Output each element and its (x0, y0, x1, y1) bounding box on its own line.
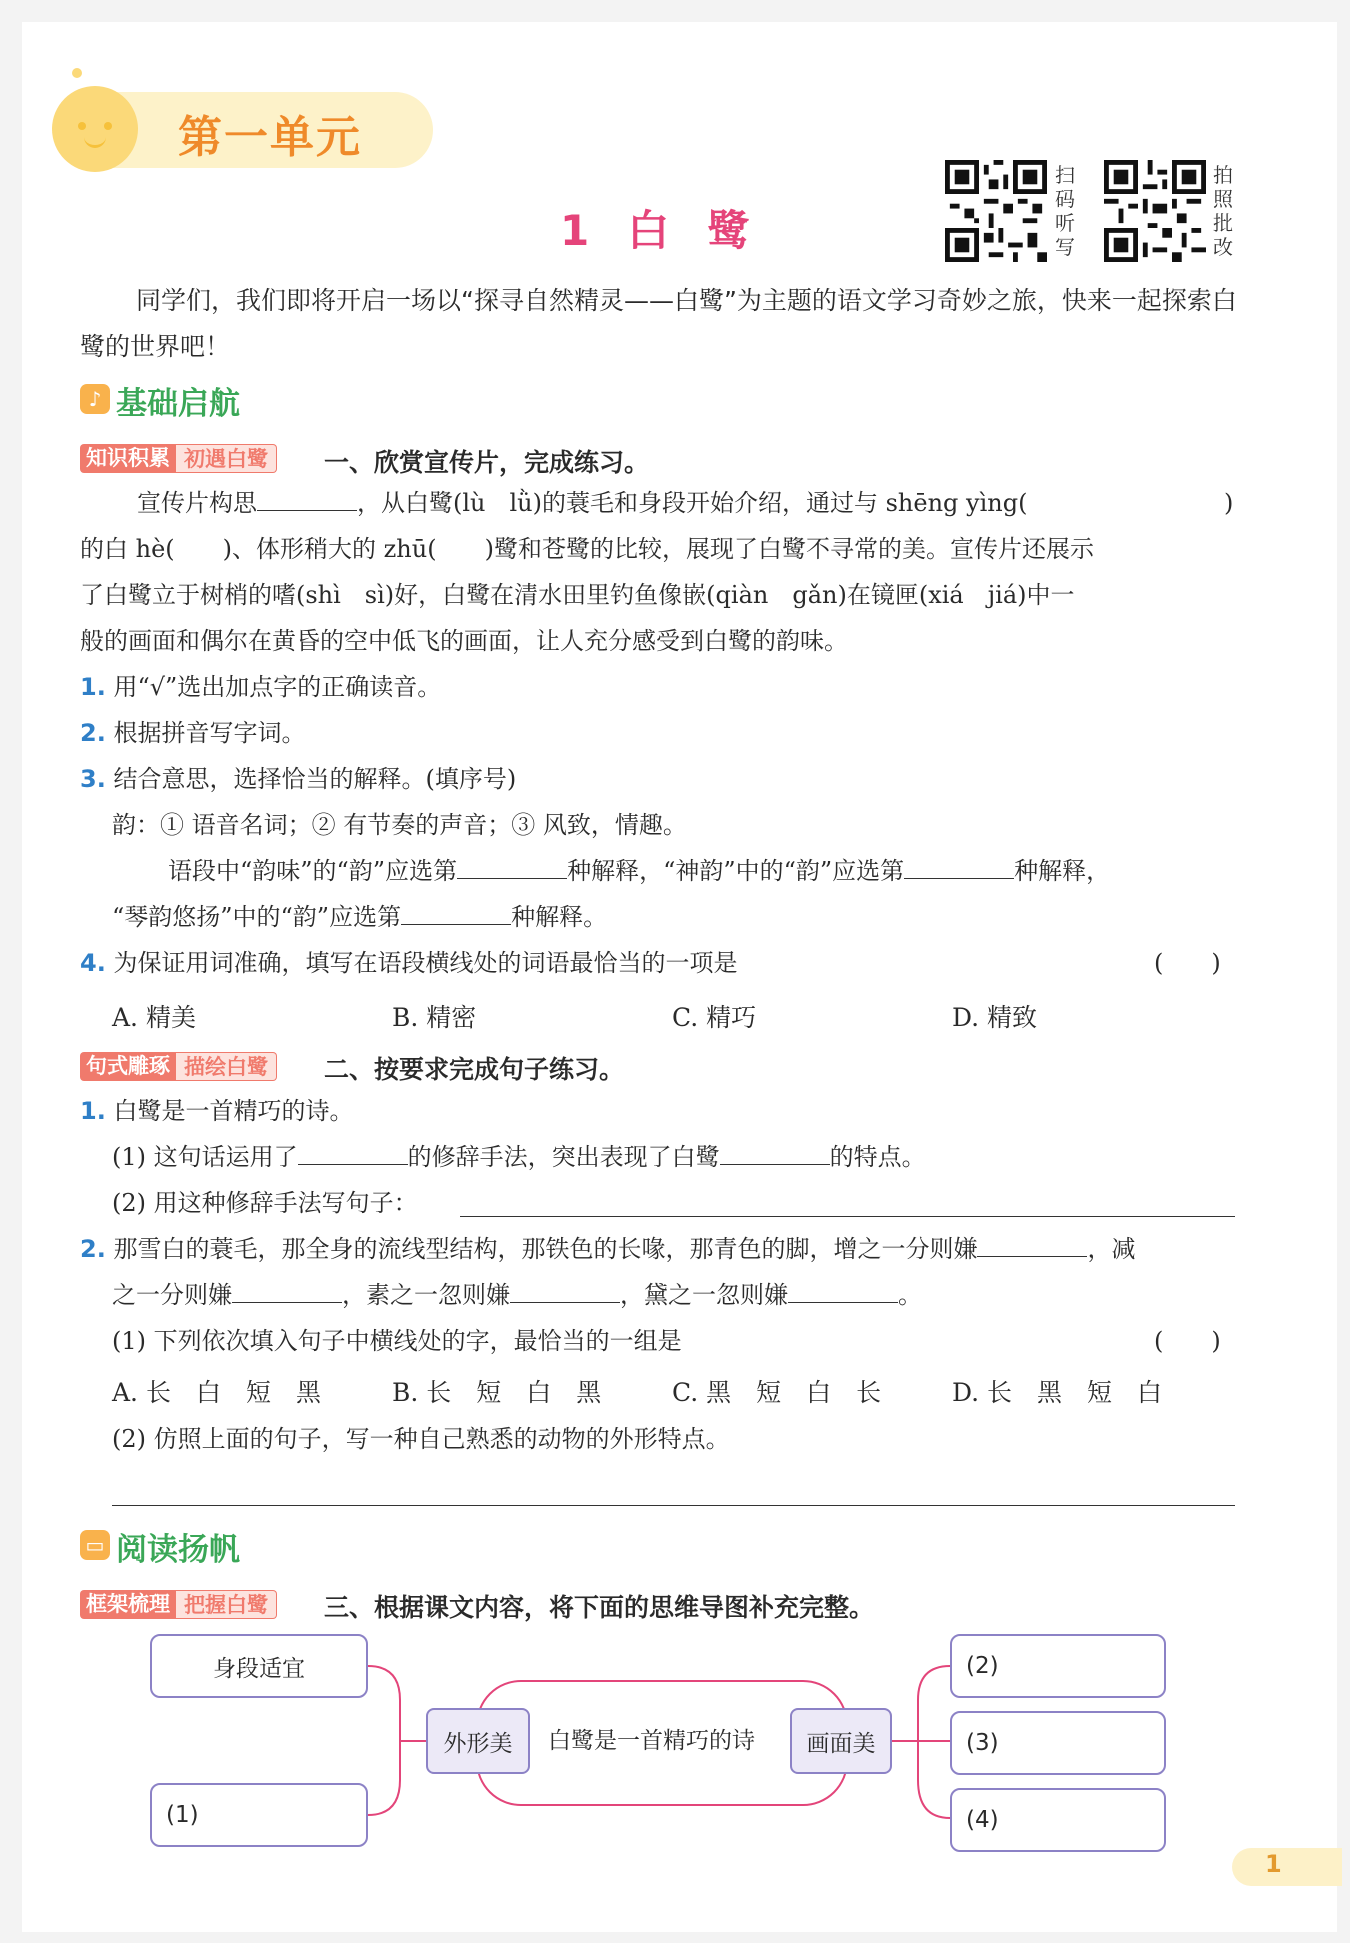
option-a[interactable]: A. 精美 (112, 1003, 196, 1032)
exercise-title: 一、欣赏宣传片，完成练习。 (324, 448, 650, 477)
passage-line: 了白鹭立于树梢的嗜(shì sì)好，白鹭在清水田里钓鱼像嵌(qiàn gǎn)在镜匣(xiá jiá)中一 (80, 581, 1075, 609)
question-2-line: 之一分则嫌 ，素之一忽则嫌 ，黛之一忽则嫌 。 (112, 1272, 922, 1318)
lesson-title: 1 白 鹭 (560, 206, 758, 255)
option-c[interactable]: C. 精巧 (672, 1003, 757, 1032)
question-2-sub2: (2) 仿照上面的句子，写一种自己熟悉的动物的外形特点。 (112, 1425, 730, 1453)
passage-line: 宣传片构思 ，从白鹭(lù lǜ)的蓑毛和身段开始介绍，通过与 shēng yìng( (137, 480, 1027, 526)
mindmap-left-item: 身段适宜 (150, 1634, 368, 1698)
option-b[interactable]: B. 精密 (392, 1003, 477, 1032)
question-3-line: “琴韵悠扬”中的“韵”应选第 种解释。 (112, 894, 607, 940)
option-a[interactable]: A. 长 白 短 黑 (112, 1378, 321, 1407)
section-title-reading: 阅读扬帆 (116, 1532, 240, 1568)
option-b[interactable]: B. 长 短 白 黑 (392, 1378, 602, 1407)
question-2: 2. 那雪白的蓑毛，那全身的流线型结构，那铁色的长喙，那青色的脚，增之一分则嫌 ，减 (80, 1226, 1135, 1272)
question-1-sub2: (2) 用这种修辞手法写句子： (112, 1189, 418, 1217)
question-1-sub1: (1) 这句话运用了 的修辞手法，突出表现了白鹭 的特点。 (112, 1134, 926, 1180)
question-4: 4. 为保证用词准确，填写在语段横线处的词语最恰当的一项是 (80, 949, 738, 977)
question-2-sub1: (1) 下列依次填入句子中横线处的字，最恰当的一组是 (112, 1327, 682, 1355)
option-d[interactable]: D. 长 黑 短 白 (952, 1378, 1163, 1407)
answer-paren[interactable]: ( ) (1154, 1327, 1221, 1355)
answer-paren[interactable]: ( ) (1154, 949, 1221, 977)
passage-line: ) (1224, 489, 1234, 517)
mindmap-center-text: 白鹭是一首精巧的诗 (548, 1728, 755, 1754)
check-qr-label: 拍照批改 (1213, 163, 1233, 259)
exercise-title: 二、按要求完成句子练习。 (324, 1055, 625, 1084)
question-3-line: 语段中“韵味”的“韵”应选第 种解释，“神韵”中的“韵”应选第 种解释， (168, 848, 1110, 894)
listen-qr-label: 扫码听写 (1055, 163, 1075, 259)
exercise-title: 三、根据课文内容，将下面的思维导图补充完整。 (324, 1593, 875, 1622)
unit-title: 第一单元 (178, 112, 362, 163)
mindmap-answer-box[interactable]: (4) (950, 1788, 1166, 1852)
question-2: 2. 根据拼音写字词。 (80, 719, 306, 747)
question-3: 3. 结合意思，选择恰当的解释。(填序号) (80, 765, 517, 793)
ribbon-icon: ♪ (80, 384, 110, 414)
exercise-tag: 知识积累 初遇白鹭 (80, 444, 277, 473)
book-icon: ▭ (80, 1530, 110, 1560)
lesson-number: 1 (560, 206, 598, 255)
passage-line: 的白 hè( )、体形稍大的 zhū( )鹭和苍鹭的比较，展现了白鹭不寻常的美。宣传片还展示 (80, 535, 1094, 563)
question-1: 1. 白鹭是一首精巧的诗。 (80, 1097, 354, 1125)
mindmap-branch-right: 画面美 (790, 1708, 892, 1774)
mindmap-answer-box[interactable]: (2) (950, 1634, 1166, 1698)
mindmap-branch-left: 外形美 (426, 1708, 530, 1774)
exercise-tag: 框架梳理 把握白鹭 (80, 1590, 277, 1619)
page-number-tab (1232, 1848, 1342, 1886)
intro-paragraph: 同学们，我们即将开启一场以“探寻自然精灵——白鹭”为主题的语文学习奇妙之旅，快来一起探索白鹭的世界吧！ (80, 286, 1237, 361)
definition-line: 韵：① 语音名词；② 有节奏的声音；③ 风致，情趣。 (112, 811, 687, 839)
exercise-tag: 句式雕琢 描绘白鹭 (80, 1052, 277, 1081)
mindmap-answer-box[interactable]: (1) (150, 1783, 368, 1847)
passage-line: 般的画面和偶尔在黄昏的空中低飞的画面，让人充分感受到白鹭的韵味。 (80, 627, 848, 655)
option-d[interactable]: D. 精致 (952, 1003, 1038, 1032)
mindmap-answer-box[interactable]: (3) (950, 1711, 1166, 1775)
question-1: 1. 用“√”选出加点字的正确读音。 (80, 673, 442, 701)
section-title-basic: 基础启航 (116, 386, 240, 422)
option-c[interactable]: C. 黑 短 白 长 (672, 1378, 882, 1407)
page-number: 1 (1265, 1850, 1282, 1878)
